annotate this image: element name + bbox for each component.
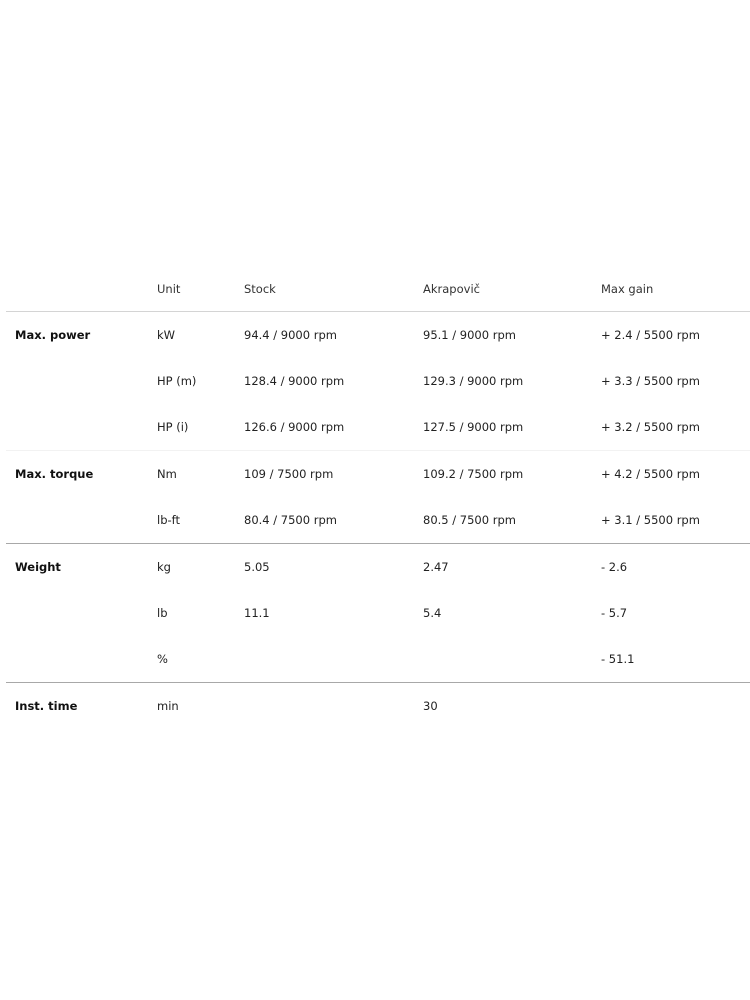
row-stock-value: 126.6 / 9000 rpm: [244, 420, 345, 434]
row-group-label: [6, 590, 148, 636]
row-max-gain-value: + 3.3 / 5500 rpm: [601, 374, 700, 388]
header-group: [6, 266, 148, 312]
row-max-gain-value: - 5.7: [601, 606, 628, 620]
row-akrapovic-value: 127.5 / 9000 rpm: [423, 420, 524, 434]
row-stock-value: 94.4 / 9000 rpm: [244, 328, 337, 342]
row-akrapovic-value: 30: [423, 699, 438, 713]
row-unit: lb-ft: [157, 513, 180, 527]
table-row-max-power-kw: [6, 312, 750, 359]
row-stock-value: [235, 636, 414, 683]
row-unit: Nm: [157, 467, 177, 481]
row-group-label: [6, 636, 148, 683]
row-group-label: Max. power: [15, 328, 91, 342]
row-max-gain-value: - 2.6: [601, 560, 628, 574]
row-group-label: [6, 358, 148, 404]
header-akrapovic: Akrapovič: [423, 281, 480, 296]
row-stock-value: 109 / 7500 rpm: [244, 467, 334, 481]
row-group-label: Inst. time: [15, 699, 78, 713]
table-row-max-torque-nm: [6, 451, 750, 498]
table-row-weight-kg: [6, 544, 750, 591]
row-stock-value: 128.4 / 9000 rpm: [244, 374, 345, 388]
row-max-gain-value: + 4.2 / 5500 rpm: [601, 467, 700, 481]
row-max-gain-value: [592, 683, 750, 730]
specifications-table: [6, 266, 750, 729]
table-header: [6, 266, 750, 312]
row-akrapovic-value: 129.3 / 9000 rpm: [423, 374, 524, 388]
row-unit: HP (i): [157, 420, 189, 434]
row-stock-value: 11.1: [244, 606, 270, 620]
table-row-max-torque-lb-ft: [6, 497, 750, 544]
table-row-inst-time: [6, 683, 750, 730]
row-unit: min: [157, 699, 179, 713]
row-group-label: [6, 404, 148, 451]
table-row-weight-percent: [6, 636, 750, 683]
row-unit: kg: [157, 560, 171, 574]
table-row-weight-lb: [6, 590, 750, 636]
row-akrapovic-value: 95.1 / 9000 rpm: [423, 328, 516, 342]
row-max-gain-value: + 3.2 / 5500 rpm: [601, 420, 700, 434]
row-max-gain-value: + 2.4 / 5500 rpm: [601, 328, 700, 342]
row-group-label: Max. torque: [15, 467, 94, 481]
table-body: [6, 312, 750, 730]
row-max-gain-value: + 3.1 / 5500 rpm: [601, 513, 700, 527]
row-unit: %: [157, 652, 168, 666]
row-akrapovic-value: [414, 636, 592, 683]
header-row: [6, 266, 750, 312]
row-unit: lb: [157, 606, 168, 620]
row-stock-value: 5.05: [244, 560, 270, 574]
header-unit: Unit: [157, 281, 181, 296]
row-stock-value: 80.4 / 7500 rpm: [244, 513, 337, 527]
row-stock-value: [235, 683, 414, 730]
row-akrapovic-value: 2.47: [423, 560, 449, 574]
row-unit: kW: [157, 328, 176, 342]
row-akrapovic-value: 5.4: [423, 606, 442, 620]
header-stock: Stock: [244, 281, 276, 296]
row-unit: HP (m): [157, 374, 197, 388]
row-group-label: Weight: [15, 560, 61, 574]
row-akrapovic-value: 80.5 / 7500 rpm: [423, 513, 516, 527]
table-row-max-power-hp-i: [6, 404, 750, 451]
row-group-label: [6, 497, 148, 544]
header-max-gain: Max gain: [601, 281, 654, 296]
row-akrapovic-value: 109.2 / 7500 rpm: [423, 467, 524, 481]
table-row-max-power-hp-m: [6, 358, 750, 404]
row-max-gain-value: - 51.1: [601, 652, 635, 666]
